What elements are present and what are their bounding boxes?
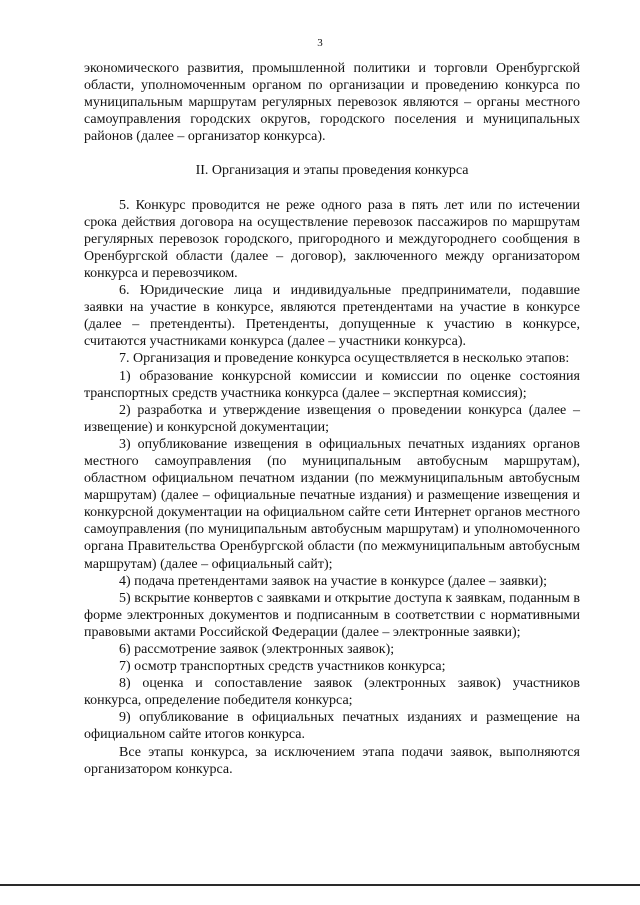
stage-item-2: 2) разработка и утверждение извещения о проведении конкурса (далее – извещение) и конкурсной документации; <box>84 402 580 435</box>
stage-item-8: 8) оценка и сопоставление заявок (электронных заявок) участников конкурса, определение победителя конкурса; <box>84 676 580 709</box>
document-body <box>84 60 580 778</box>
stage-item-5: 5) вскрытие конвертов с заявками и открытие доступа к заявкам, поданным в форме электронных документов и подписанным в соответствии с нормативными правовыми актами Российской Федерации (далее – электронные заявки); <box>84 590 580 640</box>
intro-paragraph: экономического развития, промышленной политики и торговли Оренбургской области, уполномоченным органом по организации и проведению конкурса по муниципальным маршрутам регулярных перевозок являются – органы местного самоуправления городских округов, городского поселения и муниципальных районов (далее – организатор конкурса). <box>84 61 580 145</box>
stage-item-7: 7) осмотр транспортных средств участников конкурса; <box>119 659 446 675</box>
paragraph-5: 5. Конкурс проводится не реже одного раза в пять лет или по истечении срока действия договора на осуществление перевозок пассажиров по маршрутам регулярных перевозок городского, пригородного и междугороднего сообщения в Оренбургской области (далее – договор), заключенного между организатором конкурса и перевозчиком. <box>84 197 580 281</box>
stage-item-6: 6) рассмотрение заявок (электронных заявок); <box>119 642 395 657</box>
stage-item-9: 9) опубликование в официальных печатных изданиях и размещение на официальном сайте итогов конкурса. <box>84 710 580 743</box>
paragraph-6: 6. Юридические лица и индивидуальные предприниматели, подавшие заявки на участие в конкурсе, являются претендентами на участие в конкурсе (далее – претенденты). Претенденты, допущенные к участию в конкурсе, считаются участниками конкурса (далее – участники конкурса). <box>84 283 580 350</box>
paragraph-7: 7. Организация и проведение конкурса осуществляется в несколько этапов: <box>119 351 570 367</box>
stage-item-3: 3) опубликование извещения в официальных печатных изданиях органов местного самоуправления (по муниципальным автобусным маршрутам), областном официальном печатном издании (по межмуниципальным автобусным маршрутам) (далее – официальные печатные издания) и размещение извещения и конкурсной документации на официальном сайте сети Интернет органов местного самоуправления (по муниципальным автобусным маршрутам) и уполномоченного органа Правительства Оренбургской области (по межмуниципальным автобусным маршрутам) (далее – официальный сайт); <box>84 436 580 572</box>
stage-item-4: 4) подача претендентами заявок на участие в конкурсе (далее – заявки); <box>119 573 548 589</box>
section-heading: II. Организация и этапы проведения конкурса <box>195 163 469 179</box>
stage-item-1: 1) образование конкурсной комиссии и комиссии по оценке состояния транспортных средств участника конкурса (далее – экспертная комиссия); <box>84 368 580 401</box>
page-number: 3 <box>317 37 323 49</box>
closing-paragraph: Все этапы конкурса, за исключением этапа подачи заявок, выполняются организатором конкурса. <box>84 744 580 777</box>
bottom-scan-edge <box>0 884 640 886</box>
